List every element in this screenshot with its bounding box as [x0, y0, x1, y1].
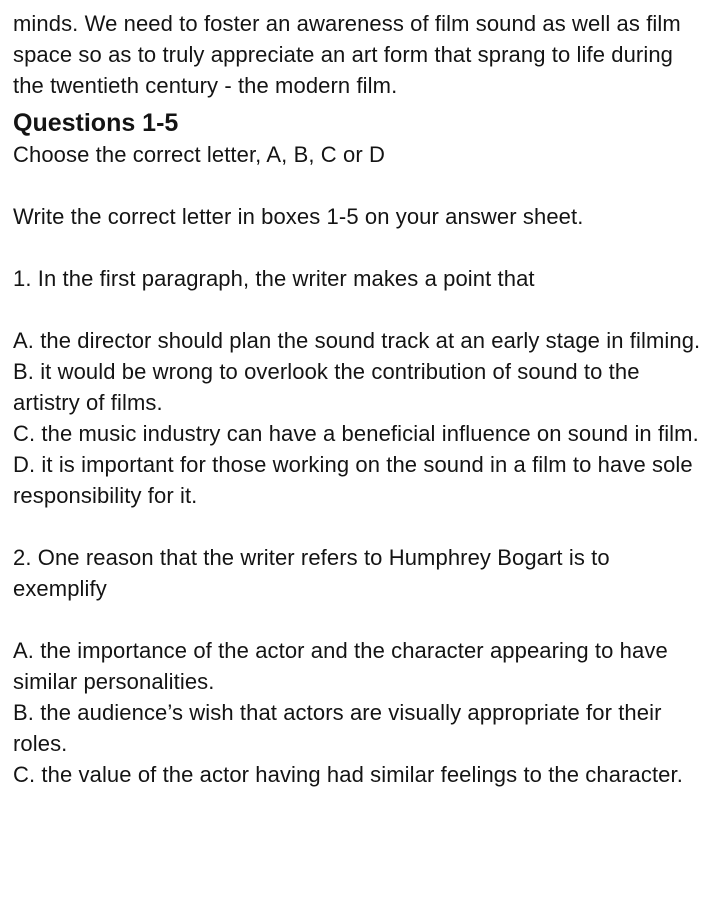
question-options [13, 325, 709, 511]
question-1 [13, 263, 709, 511]
option-c: C. the value of the actor having had similar feelings to the character. [13, 762, 683, 787]
option-b: B. it would be wrong to overlook the contribution of sound to the artistry of films. [13, 359, 640, 415]
questions-heading: Questions 1-5 [13, 109, 179, 137]
spacer [13, 511, 709, 542]
spacer [13, 294, 709, 325]
option-d: D. it is important for those working on the sound in a film to have sole responsibility for it. [13, 452, 693, 508]
instruction-write: Write the correct letter in boxes 1-5 on your answer sheet. [13, 204, 584, 229]
question-stem: 2. One reason that the writer refers to Humphrey Bogart is to exemplify [13, 545, 610, 601]
instruction-choose: Choose the correct letter, A, B, C or D [13, 142, 385, 167]
question-options [13, 635, 709, 790]
spacer [13, 232, 709, 263]
question-stem: 1. In the first paragraph, the writer makes a point that [13, 266, 535, 291]
spacer [13, 604, 709, 635]
option-b: B. the audience’s wish that actors are visually appropriate for their roles. [13, 700, 662, 756]
option-a: A. the importance of the actor and the character appearing to have similar personalities. [13, 638, 668, 694]
intro-paragraph: minds. We need to foster an awareness of film sound as well as film space so as to truly appreciate an art form that sprang to life during the twentieth century - the modern film. [13, 11, 681, 98]
spacer [13, 170, 709, 201]
option-a: A. the director should plan the sound track at an early stage in filming. [13, 328, 701, 353]
question-2 [13, 542, 709, 790]
option-c: C. the music industry can have a beneficial influence on sound in film. [13, 421, 699, 446]
